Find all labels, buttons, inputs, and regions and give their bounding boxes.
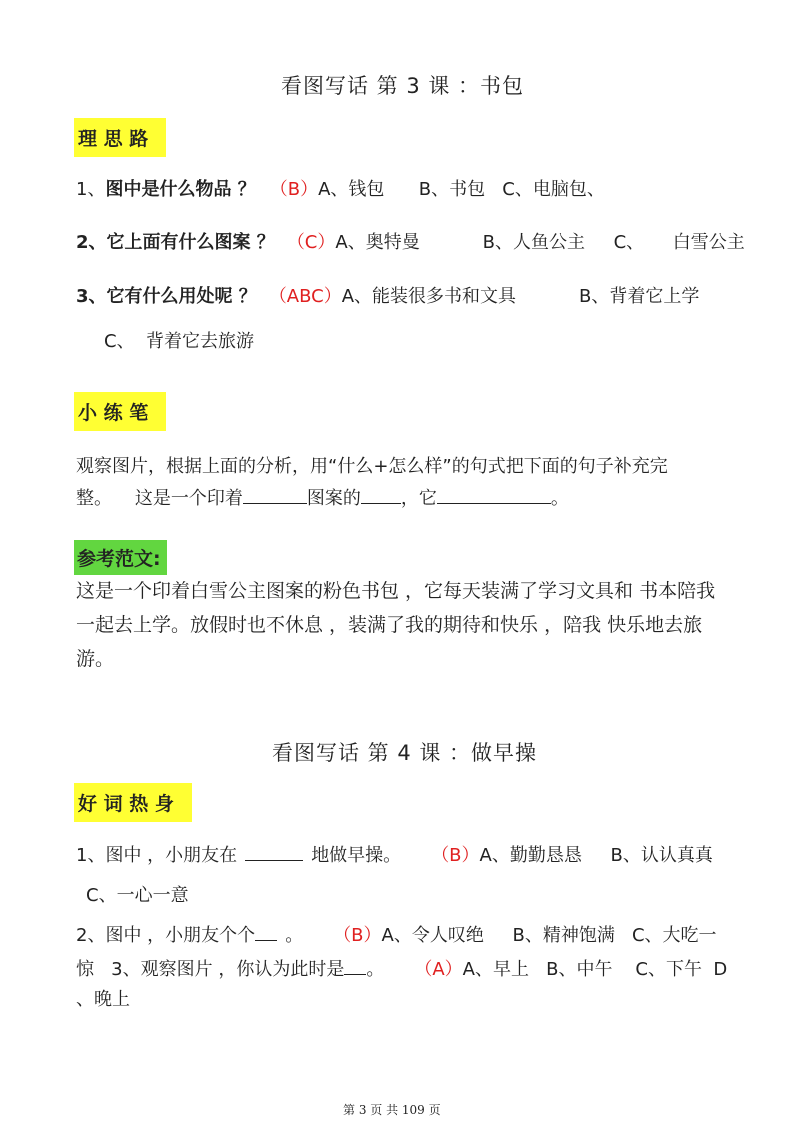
fill-blank[interactable] bbox=[437, 485, 551, 504]
question-number: 1、 bbox=[76, 179, 106, 200]
fill-blank[interactable] bbox=[344, 956, 366, 975]
question-1 bbox=[76, 842, 713, 870]
section-heading-warmup: 好 词 热 身 bbox=[74, 783, 192, 822]
practice-instruction: 观察图片，根据上面的分析，用“什么+怎么样”的句式把下面的句子补充完 bbox=[76, 456, 668, 477]
answer-options: A、勤勤恳恳 B、认认真真 bbox=[479, 845, 713, 866]
question-3-continued: C、 背着它去旅游 bbox=[104, 331, 255, 352]
answer-options: A、早上 B、中午 C、下午 D bbox=[462, 959, 728, 980]
question-text: 1、图中 ，小朋友在 bbox=[76, 845, 238, 866]
answer-options: A、能装很多书和文具 B、背着它上学 bbox=[341, 286, 700, 307]
question-text: 惊 3、观察图片 ，你认为此时是 bbox=[76, 959, 345, 980]
question-text: 它有什么用处呢 ？ bbox=[106, 286, 257, 307]
fill-blank[interactable] bbox=[245, 842, 303, 861]
question-text: 地做早操。 bbox=[311, 845, 402, 866]
page-footer: 第 3 页 共 109 页 bbox=[343, 1103, 441, 1117]
question-2 bbox=[76, 229, 745, 257]
model-essay-text: 这是一个印着白雪公主图案的粉色书包 ，它每天装满了学习文具和 书本陪我一起去上学。放假时也不休息 ，装满了我的期待和快乐 ，陪我 快乐地去旅游。 bbox=[76, 580, 716, 670]
question-text: 它上面有什么图案 ？ bbox=[106, 232, 275, 253]
section-heading-ideas: 理 思 路 bbox=[74, 118, 166, 157]
answer-mark: （C） bbox=[286, 232, 336, 253]
question-1-continued: C、一心一意 bbox=[86, 885, 189, 906]
answer-mark: （B） bbox=[269, 179, 319, 200]
question-3 bbox=[76, 283, 699, 311]
sentence-part: 。 bbox=[550, 488, 569, 509]
answer-options: A、令人叹绝 B、精神饱满 C、大吃一 bbox=[381, 925, 717, 946]
fill-blank[interactable] bbox=[243, 485, 307, 504]
question-text: 。 bbox=[285, 925, 304, 946]
answer-mark: （B） bbox=[333, 925, 382, 946]
question-2 bbox=[76, 922, 717, 950]
question-number: 2、 bbox=[76, 232, 107, 253]
section-heading-practice: 小 练 笔 bbox=[74, 392, 166, 431]
answer-mark: （ABC） bbox=[268, 286, 342, 307]
question-text: 。 bbox=[366, 959, 385, 980]
fill-blank[interactable] bbox=[255, 922, 277, 941]
question-number: 3、 bbox=[76, 286, 107, 307]
lesson4-title: 看图写话 第 4 课 ：做早操 bbox=[272, 741, 538, 765]
sentence-part: 整。 这是一个印着 bbox=[76, 488, 243, 509]
answer-mark: （A） bbox=[414, 959, 463, 980]
question-1 bbox=[76, 176, 605, 204]
sentence-part: ，它 bbox=[400, 488, 437, 509]
question-3-continued: 、晚上 bbox=[76, 989, 130, 1010]
answer-options: A、钱包 B、书包 C、电脑包、 bbox=[318, 179, 605, 200]
sentence-part: 图案的 bbox=[306, 488, 361, 509]
lesson3-title: 看图写话 第 3 课 ：书包 bbox=[281, 74, 525, 98]
question-2-continued bbox=[76, 956, 727, 984]
question-text: 2、图中 ，小朋友个个 bbox=[76, 925, 256, 946]
answer-mark: （B） bbox=[431, 845, 480, 866]
answer-options: A、奥特曼 B、人鱼公主 C、 白雪公主 bbox=[335, 232, 745, 253]
practice-sentence bbox=[76, 485, 569, 513]
fill-blank[interactable] bbox=[361, 485, 401, 504]
question-text: 图中是什么物品 ？ bbox=[105, 179, 256, 200]
section-heading-model-essay: 参考范文: bbox=[74, 540, 167, 575]
